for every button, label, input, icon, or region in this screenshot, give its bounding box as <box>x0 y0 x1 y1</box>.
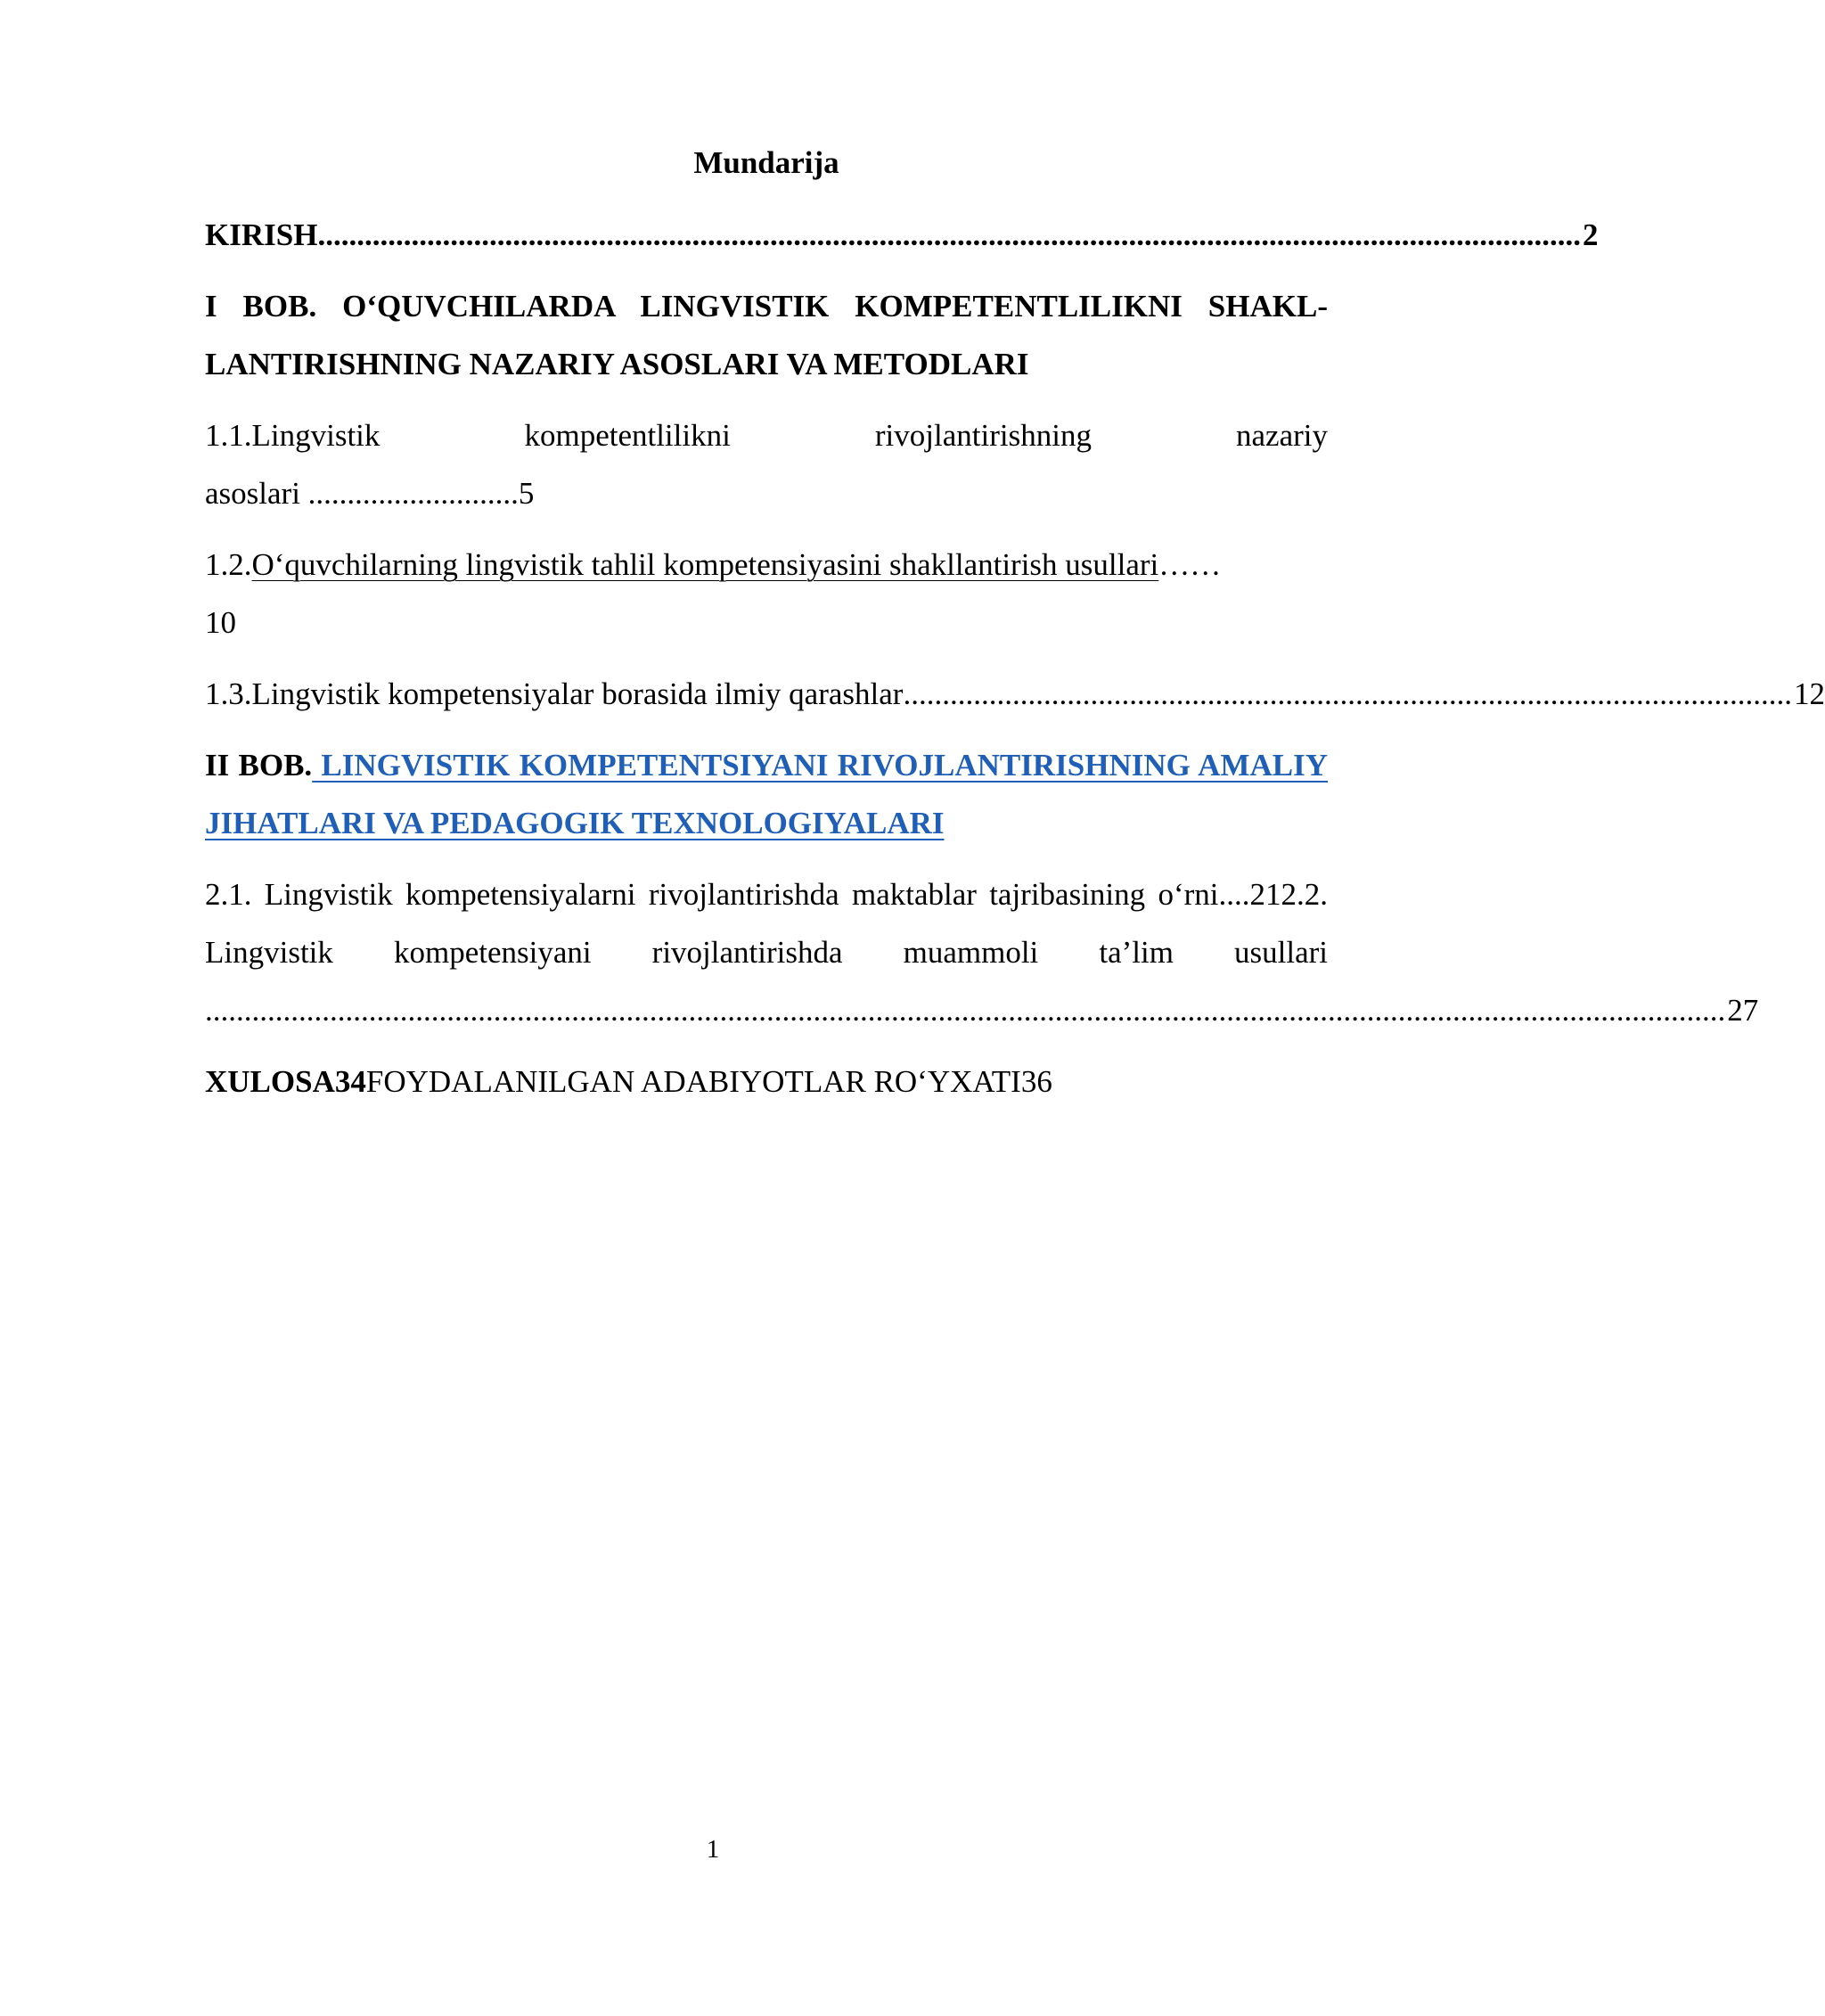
toc-leader-dots: ................................................................................................................................................................................................... <box>205 993 1726 1028</box>
toc-entry-prefix: II BOB. <box>205 748 313 783</box>
toc-entry-label: 2.1. Lingvistik kompetensiyalarni rivojlantirishda maktablar tajribasining o‘rni....212.2. Lingvistik kompetensiyani rivojlantirishda muammoli ta’lim usullari <box>205 877 1328 970</box>
toc-title: Mundarija <box>693 145 839 180</box>
toc-entry-label: 1.3.Lingvistik kompetensiyalar borasida ilmiy qarashlar <box>205 676 904 711</box>
toc-page-number: 27 <box>1727 993 1759 1028</box>
toc-entry-1-1[interactable] <box>205 406 1328 522</box>
toc-leader-dots: ........................... <box>307 476 519 511</box>
toc-leader-dots: .................................................................................................................................................................. <box>317 217 1581 252</box>
toc-page-number: 12 <box>1793 676 1825 711</box>
toc-leader-dots: …… <box>1158 547 1222 582</box>
table-of-contents <box>205 134 1825 1124</box>
toc-entry-1-2[interactable] <box>205 536 1328 652</box>
toc-entry-label-cont: asoslari <box>205 476 300 511</box>
toc-entry-label: I BOB. O‘QUVCHILARDA LINGVISTIK KOMPETENTLILIKNI SHAKL-LANTIRISHNING NAZARIY ASOSLARI VA METODLARI <box>205 289 1328 381</box>
toc-page-number: 5 <box>518 476 535 511</box>
toc-entry-conclusion[interactable] <box>205 1053 1328 1110</box>
toc-entry-kirish[interactable] <box>205 206 1599 264</box>
toc-entry-1-3[interactable] <box>205 665 1825 723</box>
page-number: 1 <box>706 1835 720 1864</box>
toc-entry-2-1-2-2[interactable] <box>205 865 1759 1039</box>
toc-entry-references-label: FOYDALANILGAN ADABIYOTLAR RO‘YXATI36 <box>365 1064 1052 1099</box>
toc-entry-link[interactable]: O‘quvchilarning lingvistik tahlil kompetensiyasini shakllantirish usullari <box>251 547 1159 582</box>
toc-entry-link[interactable]: LINGVISTIK KOMPETENTSIYANI RIVOJLANTIRISHNING AMALIY JIHATLARI VA PEDAGOGIK TEXNOLOGIYALARI <box>205 748 1329 840</box>
toc-entry-label: 1.1.Lingvistik kompetentlilikni rivojlantirishning nazariy <box>205 418 1328 453</box>
toc-entry-label: KIRISH <box>205 217 318 252</box>
toc-entry-chapter-1[interactable] <box>205 277 1328 393</box>
toc-entry-conclusion-label: XULOSA34 <box>205 1064 366 1099</box>
toc-entry-chapter-2[interactable] <box>205 736 1328 852</box>
toc-leader-dots: .................................................................................................................. <box>903 676 1792 711</box>
toc-entry-prefix: 1.2. <box>205 547 252 582</box>
toc-page-number: 2 <box>1582 217 1599 252</box>
toc-page-number: 10 <box>205 605 236 640</box>
